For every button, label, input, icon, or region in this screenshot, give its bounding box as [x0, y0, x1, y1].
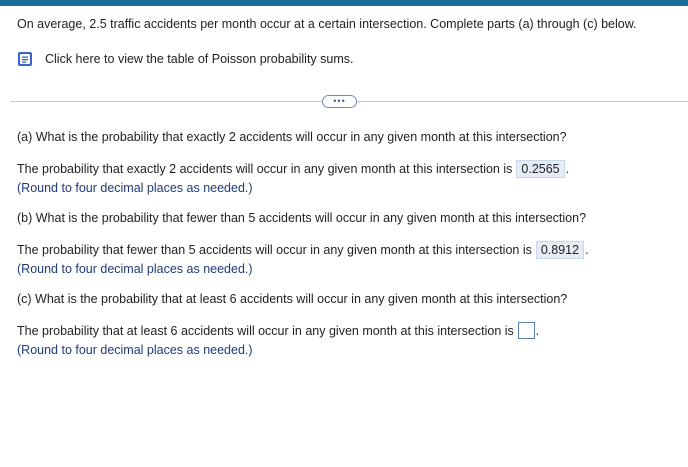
part-a-answer-line — [17, 160, 569, 178]
period: . — [565, 162, 570, 176]
top-bar — [0, 0, 688, 6]
period: . — [535, 323, 540, 338]
problem-intro: On average, 2.5 traffic accidents per month occur at a certain intersection. Complete parts (a) through (c) below. — [17, 17, 637, 31]
part-c-hint: (Round to four decimal places as needed.) — [17, 343, 253, 357]
part-b-question: (b) What is the probability that fewer than 5 accidents will occur in any given month at this intersection? — [17, 211, 587, 225]
part-c-answer-line — [17, 322, 539, 339]
part-b-answer-prefix: The probability that fewer than 5 accidents will occur in any given month at this intersection is — [17, 243, 532, 257]
part-b-answer-value: 0.8912 — [536, 241, 584, 259]
book-icon — [17, 51, 35, 67]
part-a-hint: (Round to four decimal places as needed.) — [17, 181, 253, 195]
part-c-answer-prefix: The probability that at least 6 accidents will occur in any given month at this intersection is — [17, 323, 514, 338]
part-c-question: (c) What is the probability that at least 6 accidents will occur in any given month at this intersection? — [17, 292, 568, 306]
part-c-answer-input[interactable] — [518, 322, 535, 339]
part-b-answer-line — [17, 241, 589, 259]
period: . — [585, 243, 589, 257]
more-button[interactable]: ••• — [322, 95, 357, 108]
poisson-table-link[interactable]: Click here to view the table of Poisson probability sums. — [45, 52, 354, 66]
part-a-answer-value: 0.2565 — [516, 160, 564, 178]
part-a-answer-prefix: The probability that exactly 2 accidents will occur in any given month at this intersection is — [17, 162, 513, 176]
part-a-question: (a) What is the probability that exactly 2 accidents will occur in any given month at this intersection? — [17, 130, 567, 144]
part-b-hint: (Round to four decimal places as needed.) — [17, 262, 253, 276]
poisson-table-link-row[interactable] — [17, 51, 353, 67]
